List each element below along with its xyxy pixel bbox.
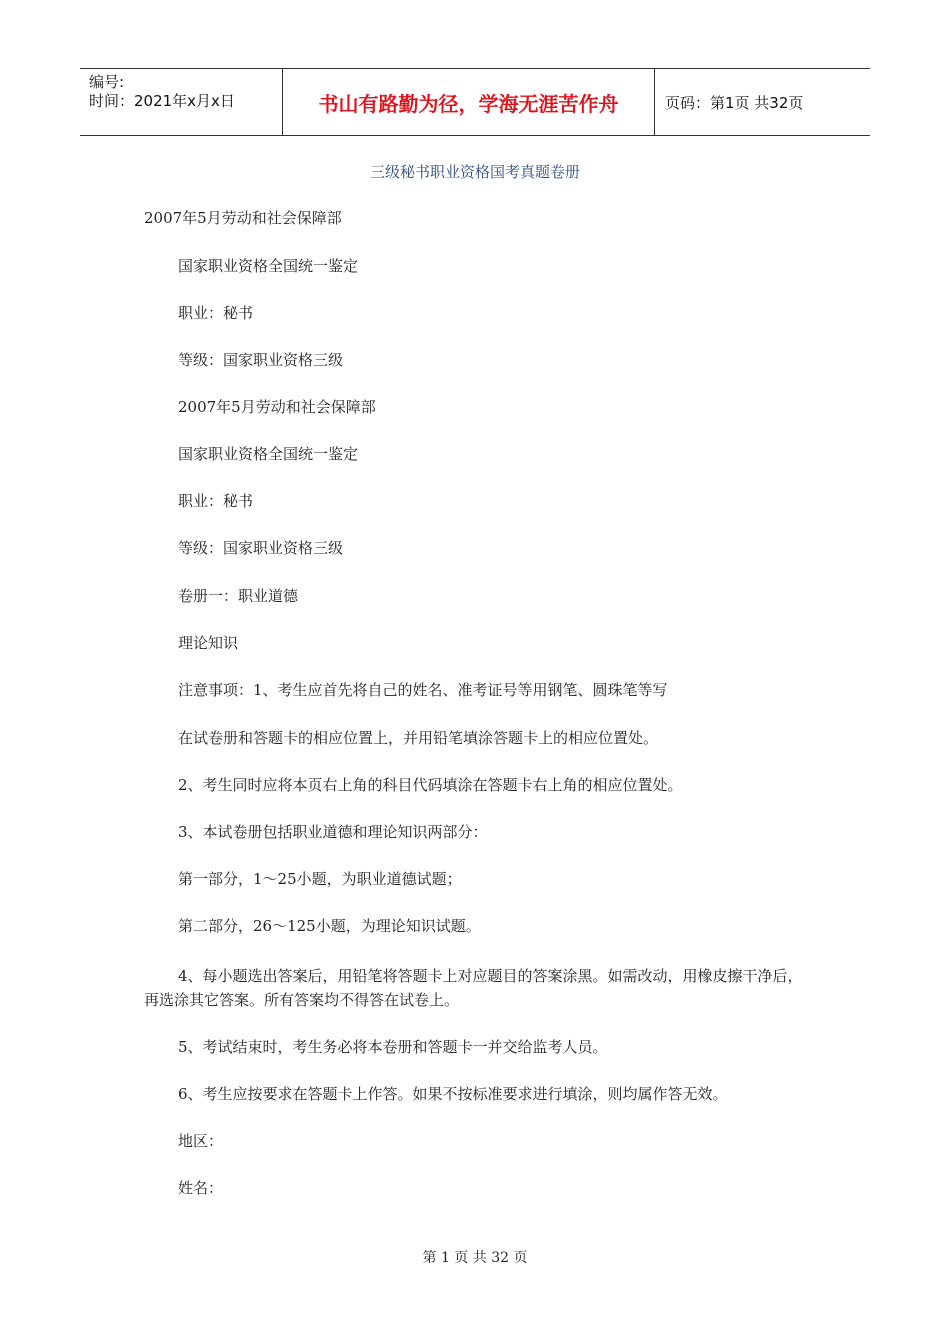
time-label: 时间：2021年x月x日	[89, 92, 235, 110]
paragraph: 第二部分，26～125小题，为理论知识试题。	[178, 917, 481, 935]
paragraph: 第一部分，1～25小题，为职业道德试题；	[178, 870, 462, 888]
paragraph: 等级：国家职业资格三级	[178, 539, 344, 557]
paragraph: 职业：秘书	[178, 304, 254, 322]
serial-label: 编号:	[89, 73, 125, 91]
paragraph: 2007年5月劳动和社会保障部	[144, 209, 342, 227]
paragraph: 等级：国家职业资格三级	[178, 351, 344, 369]
paragraph: 6、考生应按要求在答题卡上作答。如果不按标准要求进行填涂，则均属作答无效。	[178, 1085, 728, 1103]
paragraph: 国家职业资格全国统一鉴定	[178, 445, 359, 463]
page-header	[80, 68, 870, 136]
header-motto: 书山有路勤为径，学海无涯苦作舟	[283, 69, 655, 135]
page-footer: 第 1 页 共 32 页	[422, 1250, 528, 1266]
paragraph: 职业：秘书	[178, 492, 254, 510]
paragraph: 2007年5月劳动和社会保障部	[178, 398, 376, 416]
paragraph: 4、每小题选出答案后，用铅笔将答题卡上对应题目的答案涂黑。如需改动，用橡皮擦干净后，再选涂其它答案。所有答案均不得答在试卷上。	[144, 967, 803, 1009]
document-title: 三级秘书职业资格国考真题卷册	[369, 163, 580, 181]
header-page-info: 页码：第1页 共32页	[665, 93, 804, 112]
paragraph: 注意事项：1、考生应首先将自己的姓名、准考证号等用钢笔、圆珠笔等写	[178, 681, 668, 699]
paragraph: 2、考生同时应将本页右上角的科目代码填涂在答题卡右上角的相应位置处。	[178, 776, 683, 794]
paragraph: 理论知识	[178, 634, 239, 652]
paragraph: 姓名：	[178, 1179, 224, 1197]
paragraph: 国家职业资格全国统一鉴定	[178, 257, 359, 275]
paragraph: 5、考试结束时，考生务必将本卷册和答题卡一并交给监考人员。	[178, 1038, 608, 1056]
paragraph: 3、本试卷册包括职业道德和理论知识两部分：	[178, 823, 488, 841]
header-meta	[80, 69, 283, 135]
paragraph: 在试卷册和答题卡的相应位置上，并用铅笔填涂答题卡上的相应位置处。	[178, 729, 659, 747]
paragraph: 地区：	[178, 1132, 224, 1150]
paragraph: 卷册一：职业道德	[178, 587, 299, 605]
